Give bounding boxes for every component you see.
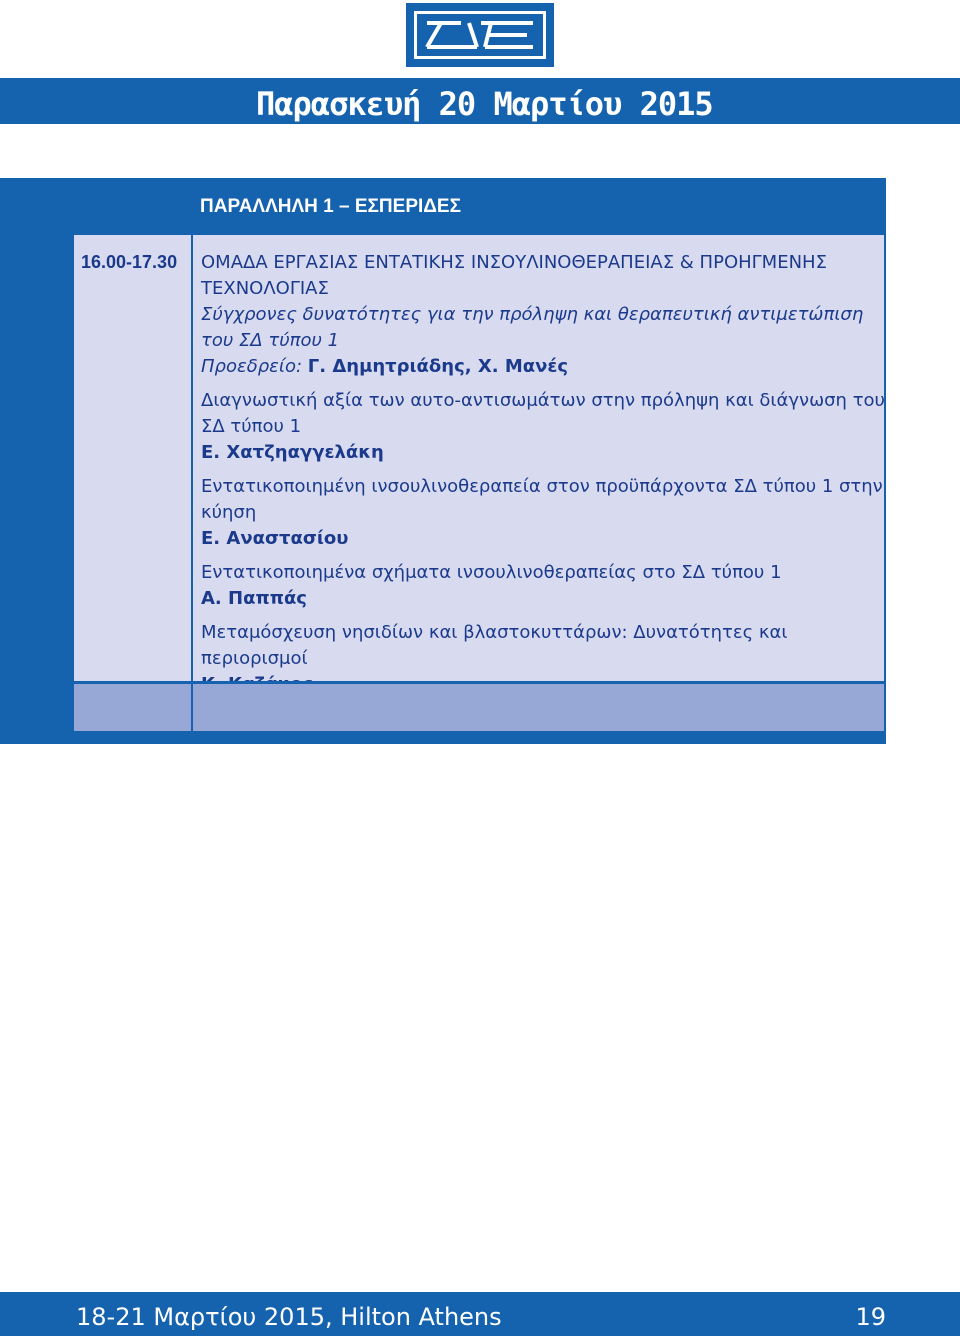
logo-mark-icon bbox=[417, 14, 543, 56]
session-row bbox=[74, 235, 884, 681]
footer-event: 18-21 Μαρτίου 2015, Hilton Athens bbox=[76, 1303, 502, 1331]
page-number: 19 bbox=[855, 1303, 886, 1331]
table-bottom-border bbox=[0, 731, 886, 744]
chair-label: Προεδρείο: bbox=[201, 356, 303, 377]
talk-title: Μεταμόσχευση νησιδίων και βλαστοκυττάρων: Δυνατότητες και περιορισμοί bbox=[201, 622, 788, 669]
session-content bbox=[201, 250, 885, 698]
table-left-band bbox=[0, 178, 74, 744]
chairs bbox=[201, 354, 885, 380]
session-header bbox=[74, 178, 884, 235]
time-cell bbox=[74, 235, 193, 681]
talk-speaker: Ε. Αναστασίου bbox=[201, 528, 349, 549]
empty-row bbox=[74, 684, 884, 731]
group-title-line2: ΤΕΧΝΟΛΟΓΙΑΣ bbox=[201, 278, 329, 299]
group-title-line1: ΟΜΑΔΑ ΕΡΓΑΣΙΑΣ ΕΝΤΑΤΙΚΗΣ ΙΝΣΟΥΛΙΝΟΘΕΡΑΠΕΙΑΣ & ΠΡΟΗΓΜΕΝΗΣ bbox=[201, 252, 827, 273]
talk-title: Εντατικοποιημένα σχήματα ινσουλινοθεραπείας στο ΣΔ τύπου 1 bbox=[201, 562, 782, 583]
date-title: Παρασκευή 20 Μαρτίου 2015 bbox=[256, 85, 713, 123]
talk-speaker: Ε. Χατζηαγγελάκη bbox=[201, 442, 384, 463]
session-label: ΠΑΡΑΛΛΗΛΗ 1 – ΕΣΠΕΡΙΔΕΣ bbox=[200, 196, 462, 217]
chair-names: Γ. Δημητριάδης, Χ. Μανές bbox=[307, 356, 569, 377]
date-header-bar bbox=[0, 78, 960, 124]
footer-bar bbox=[0, 1292, 960, 1336]
session-topic: Σύγχρονες δυνατότητες για την πρόληψη και θεραπευτική αντιμετώπιση του ΣΔ τύπου 1 bbox=[201, 304, 864, 351]
talk-title: Εντατικοποιημένη ινσουλινοθεραπεία στον προϋπάρχοντα ΣΔ τύπου 1 στην κύηση bbox=[201, 476, 883, 523]
session-time: 16.00-17.30 bbox=[81, 252, 178, 272]
talk-speaker: Α. Παππάς bbox=[201, 588, 307, 609]
column-divider bbox=[191, 684, 193, 731]
talk-title: Διαγνωστική αξία των αυτο-αντισωμάτων στην πρόληψη και διάγνωση του ΣΔ τύπου 1 bbox=[201, 390, 885, 437]
society-logo bbox=[406, 3, 554, 67]
logo-frame bbox=[414, 11, 546, 59]
